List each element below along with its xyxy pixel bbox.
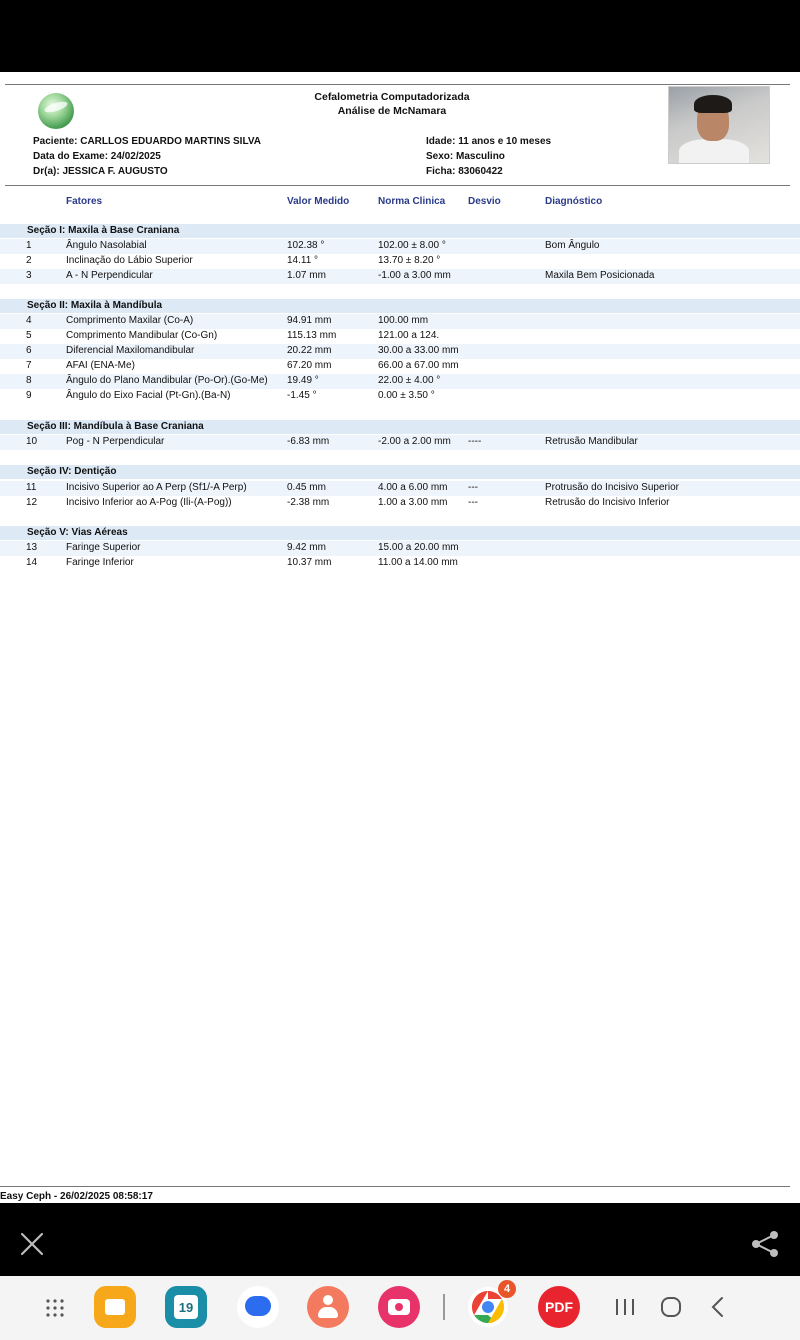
table-row: 10 Pog - N Perpendicular -6.83 mm -2.00 a 2.00 mm ---- Retrusão Mandibular [0,435,800,450]
exam-date: Data do Exame: 24/02/2025 [33,151,161,162]
patient-name: Paciente: CARLLOS EDUARDO MARTINS SILVA [33,136,261,147]
patient-record: Ficha: 83060422 [426,166,503,177]
table-row: 5 Comprimento Mandibular (Co-Gn) 115.13 mm 121.00 a 124. [26,330,440,341]
patient-photo [668,86,770,164]
report-footer: Easy Ceph - 26/02/2025 08:58:17 [0,1191,153,1202]
patient-info-right [426,134,551,179]
patient-sex: Sexo: Masculino [426,151,505,162]
doctor-name: Dr(a): JESSICA F. AUGUSTO [33,166,168,177]
table-row: 9 Ângulo do Eixo Facial (Pt-Gn).(Ba-N) -1.45 ° 0.00 ± 3.50 ° [26,390,435,401]
col-header-factors: Fatores [66,196,103,207]
calendar-app-icon[interactable]: 19 [165,1286,207,1328]
table-row: 14 Faringe Inferior 10.37 mm 11.00 a 14.00 mm [26,557,458,568]
top-rule [5,84,790,85]
col-header-diagnosis: Diagnóstico [545,196,603,207]
recents-icon[interactable] [614,1297,636,1317]
home-icon[interactable] [660,1296,682,1318]
messages-app-icon[interactable] [237,1286,279,1328]
table-row: 6 Diferencial Maxilomandibular 20.22 mm 30.00 a 33.00 mm [0,344,800,359]
table-row: 13 Faringe Superior 9.42 mm 15.00 a 20.00 mm [0,541,800,556]
camera-app-icon[interactable] [378,1286,420,1328]
app-drawer-icon[interactable] [45,1298,65,1318]
table-row: 11 Incisivo Superior ao A Perp (Sf1/-A Perp) 0.45 mm 4.00 a 6.00 mm --- Protrusão do Incisivo Superior [0,481,800,496]
back-icon[interactable] [710,1296,726,1318]
share-icon[interactable] [750,1229,780,1259]
section-header: Seção I: Maxila à Base Craniana [0,224,800,238]
table-row: 1 Ângulo Nasolabial 102.38 ° 102.00 ± 8.00 ° Bom Ângulo [0,239,800,254]
table-row: 2 Inclinação do Lábio Superior 14.11 ° 13.70 ± 8.20 ° [26,255,441,266]
col-header-measured: Valor Medido [287,196,350,207]
table-row: 8 Ângulo do Plano Mandibular (Po-Or).(Go-Me) 19.49 ° 22.00 ± 4.00 ° [0,374,800,389]
table-row: 4 Comprimento Maxilar (Co-A) 94.91 mm 100.00 mm [0,314,800,329]
pdf-app-icon[interactable]: PDF [538,1286,580,1328]
col-header-deviation: Desvio [468,196,501,207]
patient-age: Idade: 11 anos e 10 meses [426,136,552,147]
status-bar [0,0,800,72]
patient-info-left [33,134,261,179]
footer-rule [0,1186,790,1187]
section-header: Seção III: Mandíbula à Base Craniana [0,420,800,434]
contacts-app-icon[interactable] [307,1286,349,1328]
section-header: Seção V: Vias Aéreas [0,526,800,540]
taskbar-divider [443,1294,445,1320]
close-icon[interactable] [20,1232,44,1256]
section-header: Seção II: Maxila à Mandíbula [0,299,800,313]
table-row: 12 Incisivo Inferior ao A-Pog (Ili-(A-Pog)) -2.38 mm 1.00 a 3.00 mm --- Retrusão do Incisivo Inferior [26,497,670,508]
report-title-line2: Análise de McNamara [337,105,447,117]
table-row: 7 AFAI (ENA-Me) 67.20 mm 66.00 a 67.00 mm [26,360,459,371]
report-page [0,72,800,1203]
chrome-notification-badge: 4 [498,1280,516,1298]
col-header-norm: Norma Clinica [378,196,446,207]
section-header: Seção IV: Dentição [0,465,800,479]
viewer-toolbar [0,1203,800,1276]
header-rule [5,185,790,186]
table-row: 3 A - N Perpendicular 1.07 mm -1.00 a 3.00 mm Maxila Bem Posicionada [0,269,800,284]
report-title-line1: Cefalometria Computadorizada [314,91,470,103]
files-app-icon[interactable] [94,1286,136,1328]
